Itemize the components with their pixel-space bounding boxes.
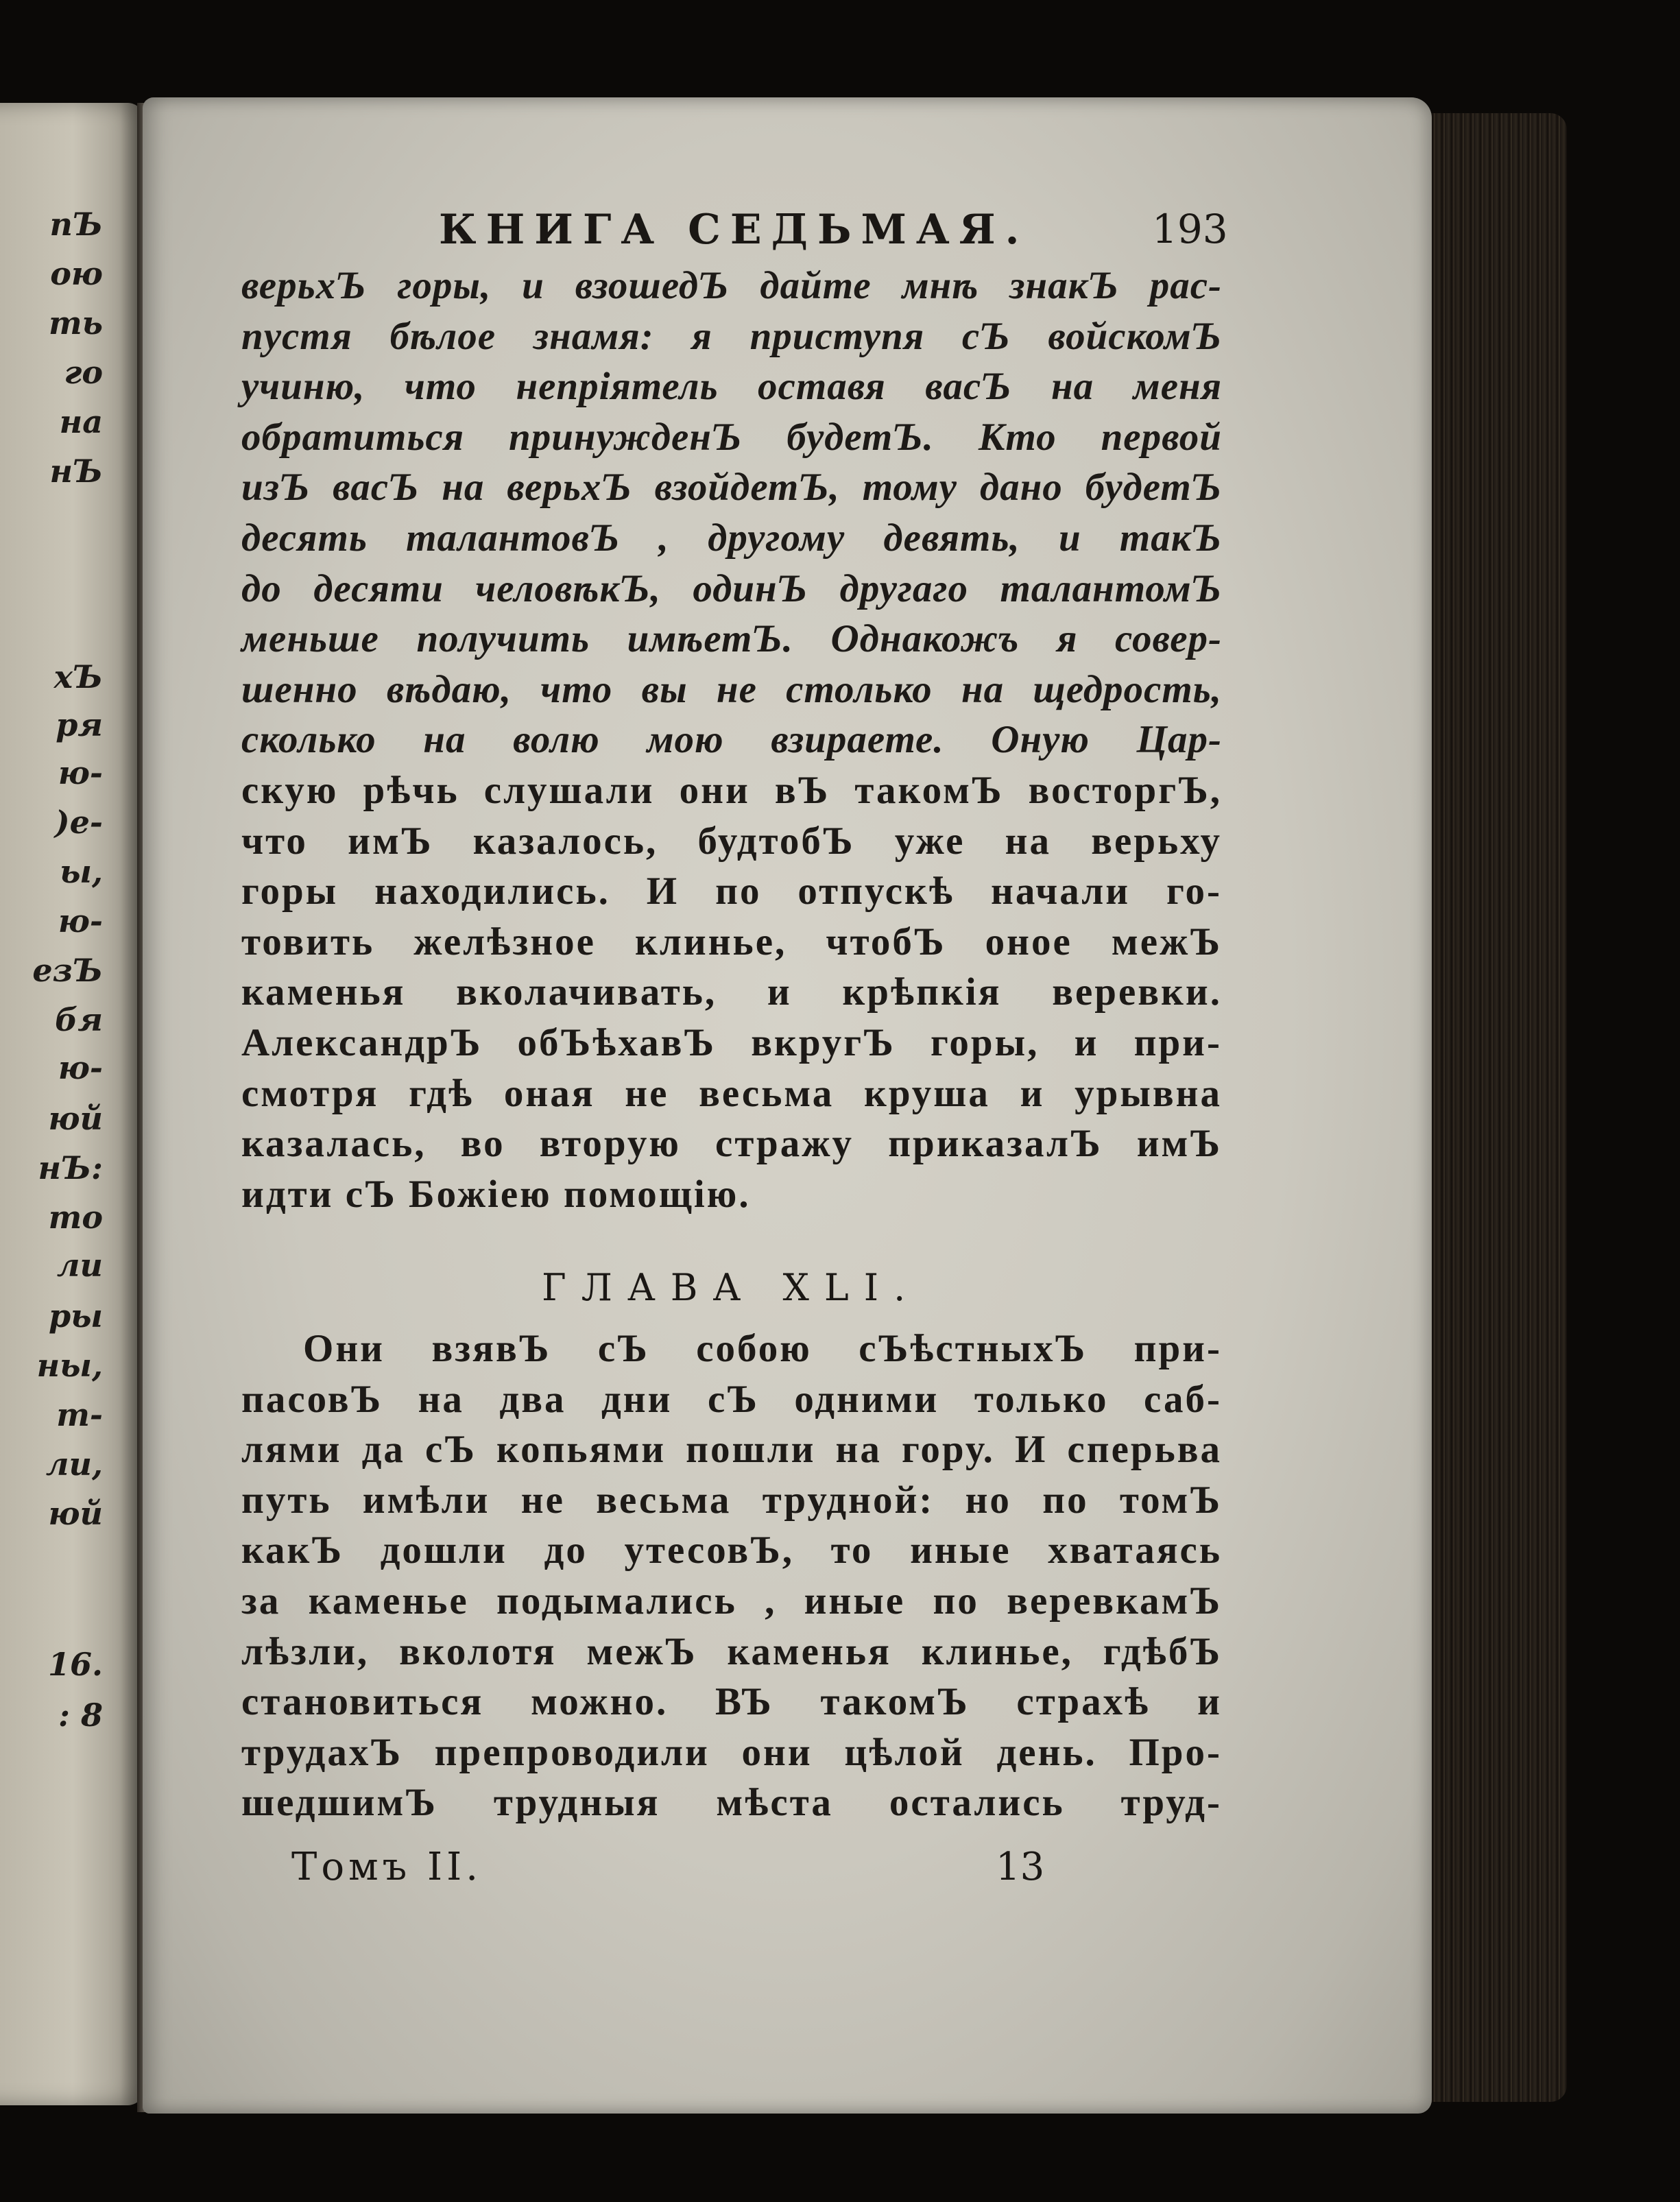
text-line: лѣзли, вколотя межЪ каменья клинье, гдѣбЪ	[241, 1629, 1222, 1673]
previous-page-fragment: ны,	[36, 1347, 103, 1384]
text-line: за каменье подымались , иные по веревкамЪ	[241, 1579, 1222, 1623]
text-line: изЪ васЪ на верьхЪ взойдетЪ, тому дано будетЪ	[241, 466, 1222, 510]
previous-page-fragment: нЪ:	[38, 1149, 103, 1186]
previous-page-fragment: ы,	[60, 853, 103, 890]
previous-page-fragment: пЪ	[49, 206, 103, 243]
text-line: смотря гдѣ оная не весьма круша и урывна	[241, 1071, 1222, 1115]
text-line: трудахЪ препроводили они цѣлой день. Про-	[241, 1730, 1222, 1774]
text-line: скую рѣчь слушали они вЪ такомЪ восторгЪ,	[241, 769, 1222, 812]
text-line: пустя бѣлое знамя: я приступя сЪ войскомЪ	[241, 314, 1222, 358]
previous-page-fragment: ры	[49, 1297, 103, 1335]
previous-page-edge	[0, 103, 144, 2105]
previous-page-fragment: го	[64, 354, 103, 391]
text-line: до десяти человѣкЪ, одинЪ другаго талантомЪ	[241, 566, 1222, 610]
previous-page-fragment: 16.	[47, 1646, 103, 1683]
text-line: АлександрЪ обЪѣхавЪ вкругЪ горы, и при-	[241, 1021, 1222, 1064]
text-line: шенно вѣдаю, что вы не столько на щедрость,	[241, 667, 1222, 711]
previous-page-fragment: на	[59, 403, 103, 440]
previous-page-fragment: ря	[56, 706, 103, 743]
previous-page-fragment: )е-	[54, 804, 103, 841]
text-line: обратиться принужденЪ будетЪ. Кто первой	[241, 415, 1222, 459]
text-line: десять талантовЪ , другому девять, и такЪ	[241, 516, 1222, 560]
previous-page-fragment: езЪ	[32, 952, 103, 989]
text-line: учиню, что непріятель оставя васЪ на меня	[241, 365, 1222, 409]
text-line: становиться можно. ВЪ такомЪ страхѣ и	[241, 1680, 1222, 1724]
text-line: лями да сЪ копьями пошли на гору. И сперьва	[241, 1428, 1222, 1472]
previous-page-fragment: т-	[56, 1396, 103, 1433]
previous-page-fragment: бя	[55, 1001, 103, 1038]
previous-page-fragment: ю-	[58, 1049, 103, 1086]
text-line: путь имѣли не весьма трудной: но по томЪ	[241, 1478, 1222, 1522]
page-edges	[1416, 113, 1567, 2102]
previous-page-fragment: юй	[48, 1495, 103, 1532]
sheet-number: 13	[996, 1845, 1045, 1889]
text-line: каменья вколачивать, и крѣпкія веревки.	[241, 970, 1222, 1014]
text-line: идти сЪ Божіею помощію.	[241, 1172, 751, 1216]
text-line: меньше получить имѣетЪ. Однакожъ я совер-	[241, 617, 1222, 661]
page-number: 193	[1152, 206, 1228, 252]
chapter-heading: ГЛАВА XLI.	[542, 1266, 921, 1309]
previous-page-fragment: ть	[48, 304, 103, 342]
previous-page-fragment: то	[48, 1199, 103, 1236]
text-line: верьхЪ горы, и взошедЪ дайте мнѣ знакЪ рас-	[241, 264, 1222, 307]
text-line: товить желѣзное клинье, чтобЪ оное межЪ	[241, 920, 1222, 964]
previous-page-fragment: ли	[56, 1247, 103, 1284]
text-line: что имЪ казалось, будтобЪ уже на верьху	[241, 819, 1222, 863]
previous-page-fragment: : 8	[58, 1697, 103, 1734]
text-line: горы находились. И по отпускѣ начали го-	[241, 870, 1222, 913]
text-line: сколько на волю мою взираете. Оную Цар-	[241, 718, 1222, 762]
signature-mark: Томъ II.	[291, 1845, 483, 1889]
text-line: пасовЪ на два дни сЪ одними только саб-	[241, 1377, 1222, 1421]
running-title: КНИГА СЕДЬМАЯ.	[439, 206, 1029, 254]
text-line: казалась, во вторую стражу приказалЪ имЪ	[241, 1122, 1222, 1166]
text-line: какЪ дошли до утесовЪ, то иные хватаясь	[241, 1529, 1222, 1572]
previous-page-text	[0, 103, 123, 2105]
text-line: шедшимЪ трудныя мѣста остались труд-	[241, 1781, 1222, 1825]
previous-page-fragment: ли,	[45, 1446, 103, 1483]
previous-page-fragment: ю-	[58, 754, 103, 791]
previous-page-fragment: хЪ	[53, 658, 103, 695]
previous-page-fragment: ю-	[58, 902, 103, 940]
text-line: Они взявЪ сЪ собою сЪѣстныхЪ при-	[303, 1327, 1222, 1370]
previous-page-fragment: ою	[50, 255, 103, 292]
previous-page-fragment: юй	[48, 1100, 103, 1137]
previous-page-fragment: нЪ	[49, 453, 103, 490]
